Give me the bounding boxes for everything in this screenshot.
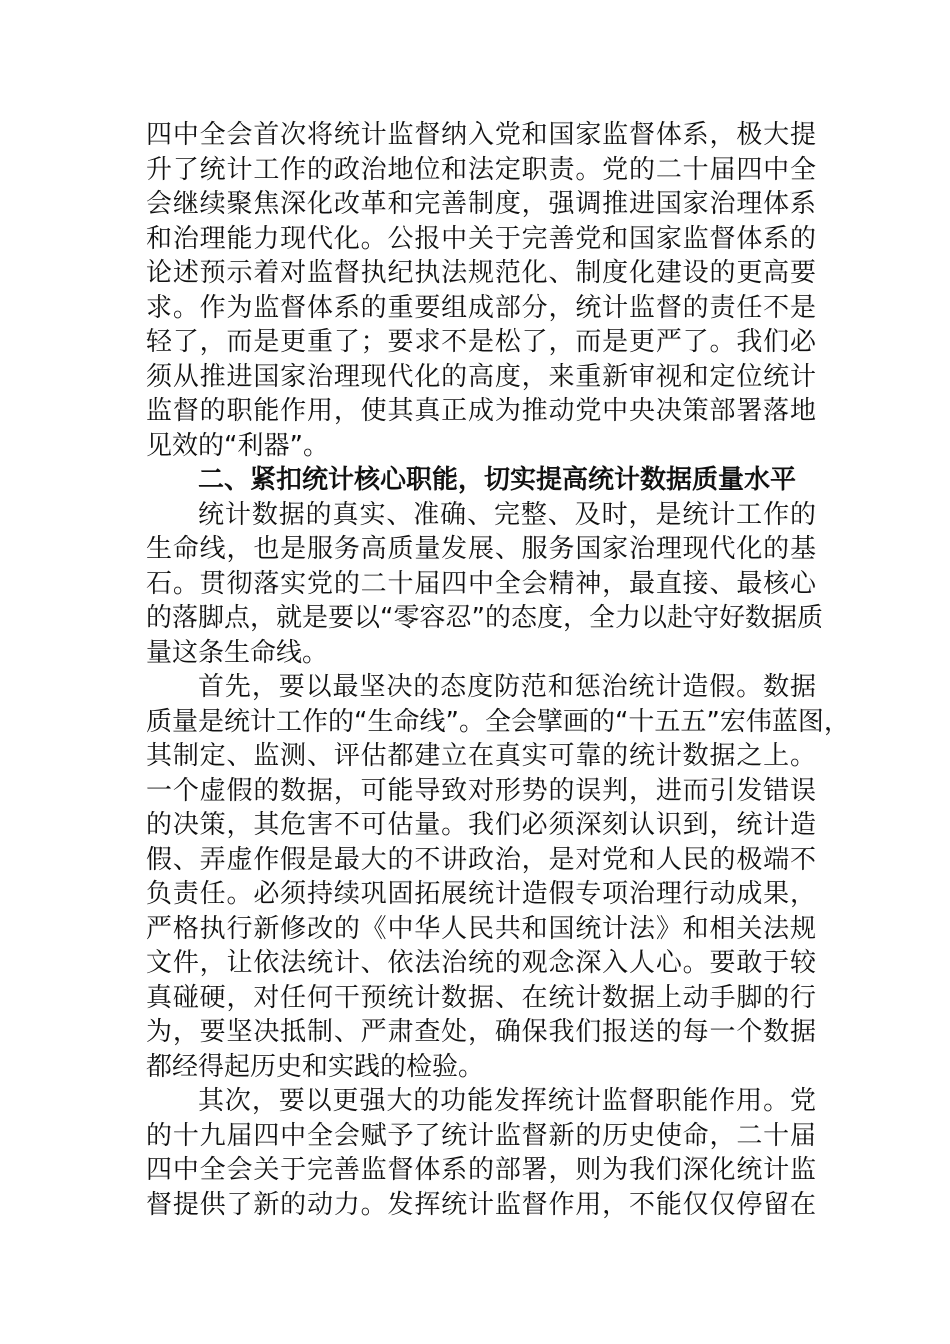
text-line: 真碰硬，对任何干预统计数据、在统计数据上动手脚的行 xyxy=(146,982,816,1013)
text-line: 会继续聚焦深化改革和完善制度，强调推进国家治理体系 xyxy=(146,189,816,219)
text-line: 为，要坚决抵制、严肃查处，确保我们报送的每一个数据 xyxy=(146,1017,816,1047)
text-line: 生命线，也是服务高质量发展、服务国家治理现代化的基 xyxy=(146,534,816,564)
text-line: 石。贯彻落实党的二十届四中全会精神，最直接、最核心 xyxy=(146,568,816,599)
text-line: 文件，让依法统计、依法治统的观念深入人心。要敢于较 xyxy=(146,948,816,978)
text-line: 轻了，而是更重了；要求不是松了，而是更严了。我们必 xyxy=(146,327,816,357)
text-line: 求。作为监督体系的重要组成部分，统计监督的责任不是 xyxy=(146,292,816,323)
text-line: 监督的职能作用，使其真正成为推动党中央决策部署落地 xyxy=(146,396,816,426)
text-line: 其制定、监测、评估都建立在真实可靠的统计数据之上。 xyxy=(146,741,816,771)
text-line: 的决策，其危害不可估量。我们必须深刻认识到，统计造 xyxy=(146,810,816,840)
text-line: 量这条生命线。 xyxy=(146,637,329,668)
text-line: 都经得起历史和实践的检验。 xyxy=(146,1051,485,1082)
text-line: 的落脚点，就是要以“零容忍”的态度，全力以赴守好数据质 xyxy=(146,603,823,633)
text-line: 统计数据的真实、准确、完整、及时，是统计工作的 xyxy=(198,499,816,530)
text-line: 四中全会关于完善监督体系的部署，则为我们深化统计监 xyxy=(146,1155,816,1185)
text-line: 升了统计工作的政治地位和法定职责。党的二十届四中全 xyxy=(146,154,816,185)
text-line: 质量是统计工作的“生命线”。全会擘画的“十五五”宏伟蓝图， xyxy=(146,706,850,737)
section-heading: 二、紧扣统计核心职能，切实提高统计数据质量水平 xyxy=(198,465,797,495)
text-line: 假、弄虚作假是最大的不讲政治，是对党和人民的极端不 xyxy=(146,844,816,875)
text-line: 四中全会首次将统计监督纳入党和国家监督体系，极大提 xyxy=(146,120,816,150)
text-line: 一个虚假的数据，可能导致对形势的误判，进而引发错误 xyxy=(146,775,816,806)
text-line: 严格执行新修改的《中华人民共和国统计法》和相关法规 xyxy=(146,913,816,944)
text-line: 其次，要以更强大的功能发挥统计监督职能作用。党 xyxy=(198,1086,816,1116)
text-line: 首先，要以最坚决的态度防范和惩治统计造假。数据 xyxy=(198,672,816,702)
text-line: 须从推进国家治理现代化的高度，来重新审视和定位统计 xyxy=(146,361,816,392)
text-line: 见效的“利器”。 xyxy=(146,430,329,461)
text-line: 的十九届四中全会赋予了统计监督新的历史使命，二十届 xyxy=(146,1120,816,1151)
text-line: 督提供了新的动力。发挥统计监督作用，不能仅仅停留在 xyxy=(146,1189,816,1220)
text-line: 论述预示着对监督执纪执法规范化、制度化建设的更高要 xyxy=(146,258,816,288)
text-line: 负责任。必须持续巩固拓展统计造假专项治理行动成果， xyxy=(146,879,816,909)
text-line: 和治理能力现代化。公报中关于完善党和国家监督体系的 xyxy=(146,223,816,254)
document-body xyxy=(146,118,850,1222)
